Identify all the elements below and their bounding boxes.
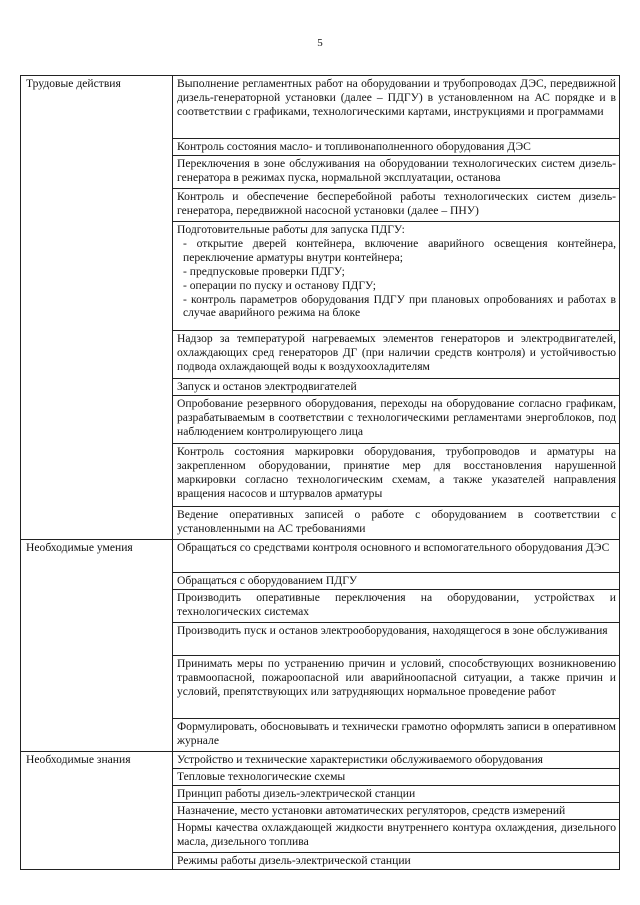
section-item: Устройство и технические характеристики обслуживаемого оборудования [173, 752, 620, 769]
section-item: Переключения в зоне обслуживания на оборудовании технологических систем дизель-генератора в режимах пуска, нормальной эксплуатации, останова [173, 156, 620, 189]
section-label: Трудовые действия [21, 76, 173, 540]
section-item: Производить оперативные переключения на оборудовании, устройствах и технологических системах [173, 590, 620, 623]
section-item: Режимы работы дизель-электрической станции [173, 853, 620, 870]
section-item [173, 222, 620, 331]
table-row [21, 540, 620, 573]
section-item: Принцип работы дизель-электрической станции [173, 786, 620, 803]
page-number: 5 [317, 37, 323, 49]
section-item: Контроль состояния масло- и топливонаполненного оборудования ДЭС [173, 139, 620, 156]
section-label: Необходимые умения [21, 540, 173, 752]
item-line: - предпусковые проверки ПДГУ; [183, 264, 345, 278]
section-item: Производить пуск и останов электрооборудования, находящегося в зоне обслуживания [173, 623, 620, 656]
section-item: Ведение оперативных записей о работе с оборудованием в соответствии с установленными на АС требованиями [173, 507, 620, 540]
item-line: Подготовительные работы для запуска ПДГУ: [177, 223, 405, 236]
item-line: - контроль параметров оборудования ПДГУ при плановых опробованиях и работах в случае аварийного режима на блоке [183, 292, 616, 320]
item-line: - открытие дверей контейнера, включение аварийного освещения контейнера, переключение арматуры внутри контейнера; [183, 236, 616, 264]
section-item: Нормы качества охлаждающей жидкости внутреннего контура охлаждения, дизельного масла, дизельного топлива [173, 820, 620, 853]
section-item: Тепловые технологические схемы [173, 769, 620, 786]
section-item: Контроль и обеспечение бесперебойной работы технологических систем дизель-генератора, передвижной насосной установки (далее – ПНУ) [173, 189, 620, 222]
table-row [21, 76, 620, 139]
section-item: Запуск и останов электродвигателей [173, 379, 620, 396]
section-label: Необходимые знания [21, 752, 173, 870]
section-item: Обращаться со средствами контроля основного и вспомогательного оборудования ДЭС [173, 540, 620, 573]
section-item: Надзор за температурой нагреваемых элементов генераторов и электродвигателей, охлаждающих сред генераторов ДГ (при наличии средств контроля) и устойчивостью подвода охлаждающей воды к воздухоохладителям [173, 331, 620, 379]
item-line: - операции по пуску и останову ПДГУ; [183, 278, 377, 292]
section-item: Назначение, место установки автоматических регуляторов, средств измерений [173, 803, 620, 820]
section-item: Обращаться с оборудованием ПДГУ [173, 573, 620, 590]
section-item: Выполнение регламентных работ на оборудовании и трубопроводах ДЭС, передвижной дизель-генераторной установки (далее – ПДГУ) в установленном на АС порядке и в соответствии с графиками, технологическими картами, инструкциями и программами [173, 76, 620, 139]
table-row [21, 752, 620, 769]
section-item: Контроль состояния маркировки оборудования, трубопроводов и арматуры на закрепленном оборудовании, принятие мер для восстановления нарушенной маркировки согласно технологическим схемам, а также указателей направления вращения насосов и штурвалов арматуры [173, 444, 620, 507]
competency-table [20, 75, 620, 870]
section-item: Принимать меры по устранению причин и условий, способствующих возникновению травмоопасной, пожароопасной или аварийноопасной ситуации, а также причин и условий, препятствующих или затрудняющих нормальное проведение работ [173, 656, 620, 719]
section-item: Формулировать, обосновывать и технически грамотно оформлять записи в оперативном журнале [173, 719, 620, 752]
section-item: Опробование резервного оборудования, переходы на оборудование согласно графикам, разрабатываемым в соответствии с технологическими регламентами энергоблоков, под наблюдением контролирующего лица [173, 396, 620, 444]
